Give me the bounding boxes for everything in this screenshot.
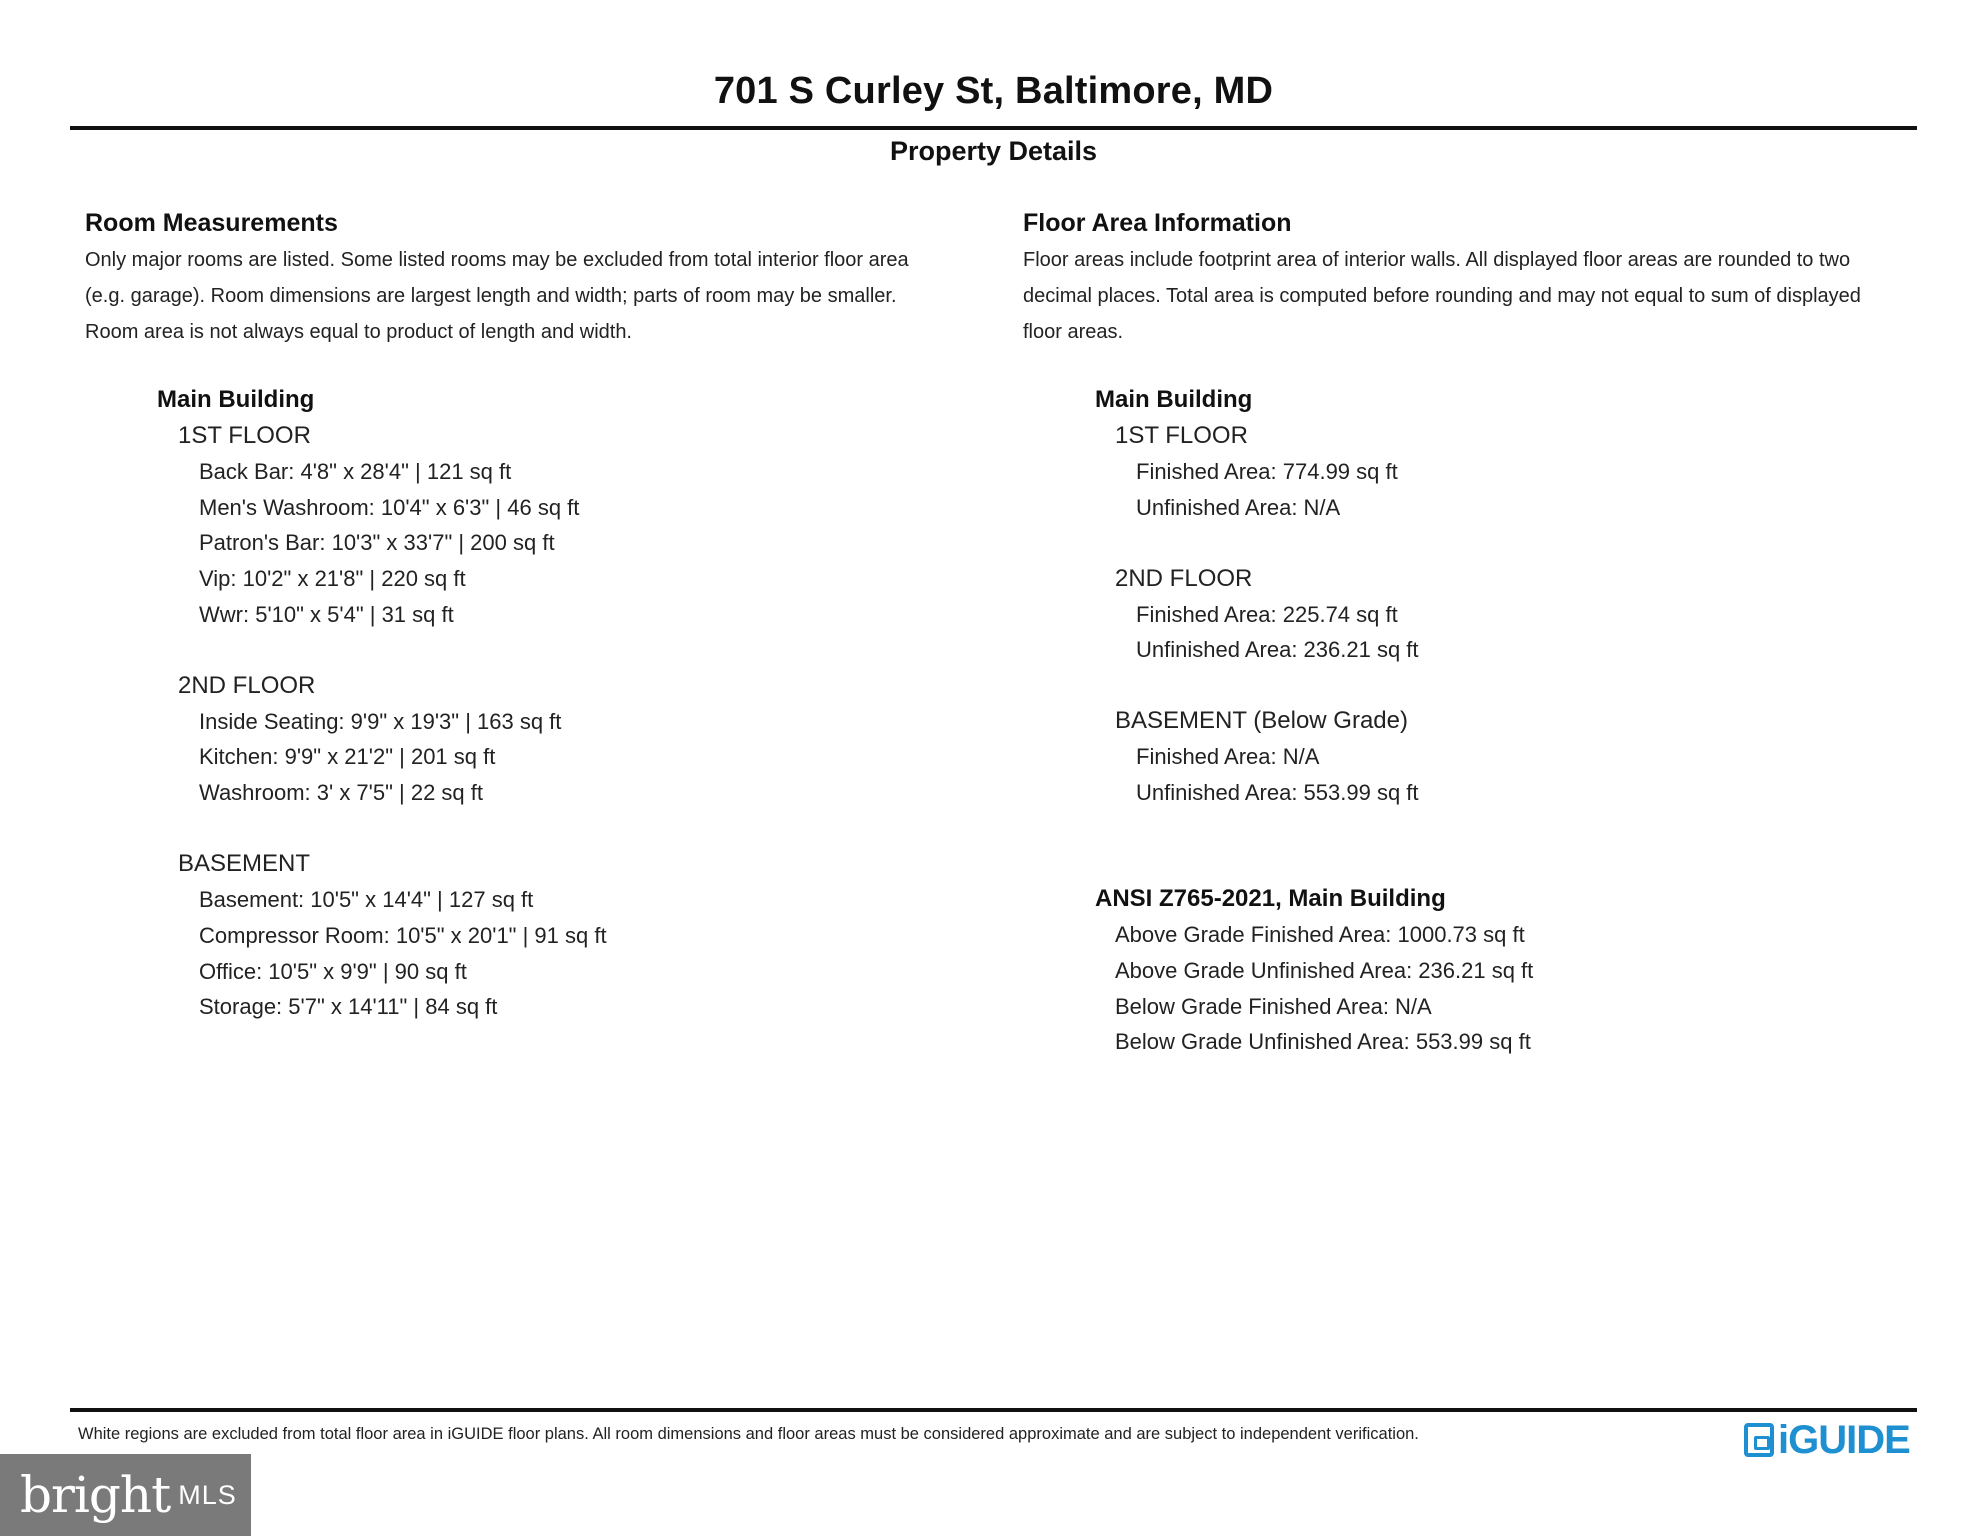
area-row: Unfinished Area: N/A bbox=[1136, 495, 1341, 520]
ansi-row: Below Grade Unfinished Area: 553.99 sq ft bbox=[1115, 1029, 1531, 1054]
room-row: Compressor Room: 10'5" x 20'1" | 91 sq ft bbox=[199, 923, 607, 948]
room-row: Kitchen: 9'9" x 21'2" | 201 sq ft bbox=[199, 744, 496, 769]
room-measurements-description bbox=[85, 242, 990, 350]
description-line: decimal places. Total area is computed before rounding and may not equal to sum of displayed bbox=[1023, 285, 1861, 307]
ansi-row: Below Grade Finished Area: N/A bbox=[1115, 994, 1432, 1019]
room-row: Inside Seating: 9'9" x 19'3" | 163 sq ft bbox=[199, 709, 562, 734]
area-building-heading: Main Building bbox=[1095, 386, 1253, 413]
area-row: Finished Area: 774.99 sq ft bbox=[1136, 459, 1398, 484]
room-measurements-heading: Room Measurements bbox=[85, 209, 338, 237]
room-row: Office: 10'5" x 9'9" | 90 sq ft bbox=[199, 959, 467, 984]
page-subtitle: Property Details bbox=[889, 136, 1098, 166]
description-line: Room area is not always equal to product of length and width. bbox=[85, 321, 632, 343]
description-line: Floor areas include footprint area of interior walls. All displayed floor areas are rounded to two bbox=[1023, 249, 1851, 271]
description-line: (e.g. garage). Room dimensions are largest length and width; parts of room may be smaller. bbox=[85, 285, 897, 307]
floor-heading: BASEMENT (Below Grade) bbox=[1115, 707, 1408, 734]
footer-note: White regions are excluded from total floor area in iGUIDE floor plans. All room dimensions and floor areas must be considered approximate and are subject to independent verification. bbox=[78, 1425, 1419, 1443]
floor-heading: 1ST FLOOR bbox=[178, 422, 311, 449]
footer-divider bbox=[70, 1408, 1917, 1412]
floor-area-description bbox=[1023, 242, 1923, 350]
room-row: Vip: 10'2" x 21'8" | 220 sq ft bbox=[199, 566, 466, 591]
floor-heading: 2ND FLOOR bbox=[1115, 565, 1253, 592]
floor-heading: 2ND FLOOR bbox=[178, 672, 316, 699]
rooms-building-heading: Main Building bbox=[157, 386, 315, 413]
room-row: Back Bar: 4'8" x 28'4" | 121 sq ft bbox=[199, 459, 512, 484]
room-row: Washroom: 3' x 7'5" | 22 sq ft bbox=[199, 780, 484, 805]
area-row: Finished Area: N/A bbox=[1136, 744, 1320, 769]
area-row: Finished Area: 225.74 sq ft bbox=[1136, 602, 1398, 627]
area-row: Unfinished Area: 236.21 sq ft bbox=[1136, 637, 1419, 662]
ansi-heading: ANSI Z765-2021, Main Building bbox=[1095, 885, 1446, 912]
page-title: 701 S Curley St, Baltimore, MD bbox=[713, 70, 1274, 112]
room-measurements-section bbox=[85, 206, 990, 350]
watermark-word: bright bbox=[20, 1466, 171, 1524]
description-line: floor areas. bbox=[1023, 321, 1124, 343]
ansi-row: Above Grade Unfinished Area: 236.21 sq ft bbox=[1115, 958, 1534, 983]
iguide-logo-text: iGUIDE bbox=[1778, 1417, 1910, 1462]
iguide-logo-icon bbox=[1744, 1423, 1774, 1457]
floor-area-heading: Floor Area Information bbox=[1023, 209, 1292, 237]
room-row: Men's Washroom: 10'4" x 6'3" | 46 sq ft bbox=[199, 495, 580, 520]
floor-area-section bbox=[1023, 206, 1923, 350]
ansi-row: Above Grade Finished Area: 1000.73 sq ft bbox=[1115, 922, 1525, 947]
bright-mls-watermark bbox=[0, 1454, 251, 1536]
description-line: Only major rooms are listed. Some listed rooms may be excluded from total interior floor area bbox=[85, 249, 909, 271]
room-row: Wwr: 5'10" x 5'4" | 31 sq ft bbox=[199, 602, 454, 627]
floor-heading: BASEMENT bbox=[178, 850, 311, 877]
title-divider bbox=[70, 126, 1917, 130]
iguide-logo bbox=[1744, 1418, 1910, 1462]
floor-heading: 1ST FLOOR bbox=[1115, 422, 1248, 449]
room-row: Storage: 5'7" x 14'11" | 84 sq ft bbox=[199, 994, 498, 1019]
room-row: Basement: 10'5" x 14'4" | 127 sq ft bbox=[199, 887, 534, 912]
room-row: Patron's Bar: 10'3" x 33'7" | 200 sq ft bbox=[199, 530, 555, 555]
area-row: Unfinished Area: 553.99 sq ft bbox=[1136, 780, 1419, 805]
watermark-suffix: MLS bbox=[178, 1479, 237, 1510]
